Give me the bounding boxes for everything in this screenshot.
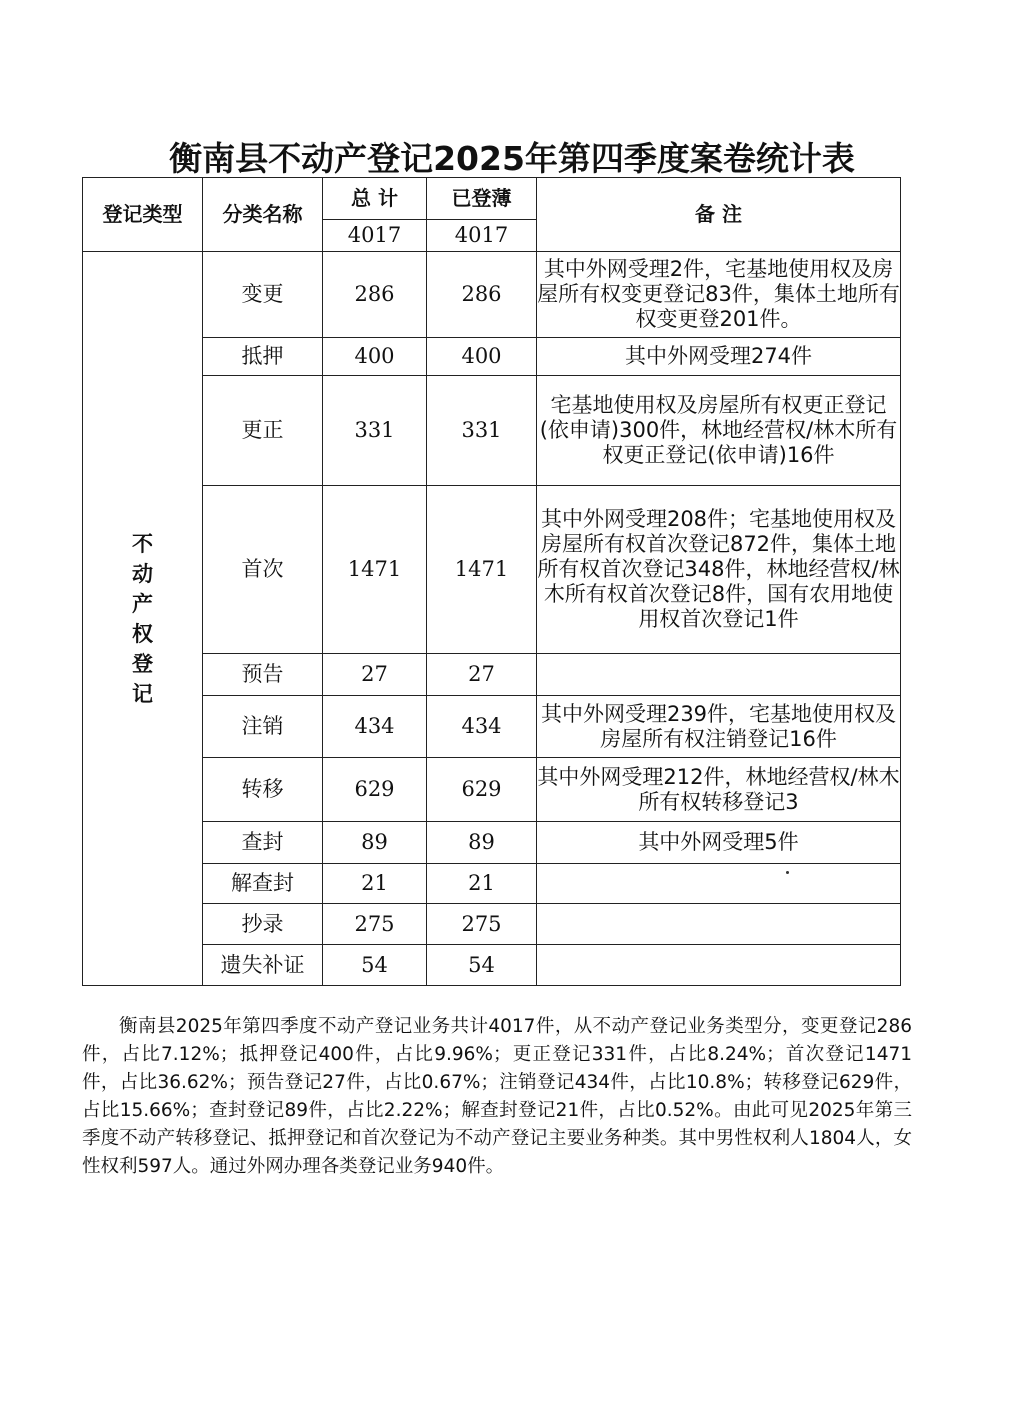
category-registered: 21 bbox=[427, 864, 537, 904]
registration-type-cell bbox=[83, 252, 203, 986]
category-name: 遗失补证 bbox=[203, 945, 323, 986]
header-registered: 已登薄 bbox=[427, 178, 537, 220]
statistics-table bbox=[82, 177, 901, 986]
category-note: 其中外网受理239件，宅基地使用权及房屋所有权注销登记16件 bbox=[537, 696, 901, 758]
category-note: 其中外网受理208件；宅基地使用权及房屋所有权首次登记872件，集体土地所有权首次登记348件，林地经营权/林木所有权首次登记8件，国有农用地使用权首次登记1件 bbox=[537, 486, 901, 654]
page-title: 衡南县不动产登记2025年第四季度案卷统计表 bbox=[169, 139, 855, 178]
header-registration-type: 登记类型 bbox=[83, 178, 203, 252]
category-note: 其中外网受理2件，宅基地使用权及房屋所有权变更登记83件，集体土地所有权变更登201件。 bbox=[537, 252, 901, 338]
category-total: 54 bbox=[323, 945, 427, 986]
category-registered: 27 bbox=[427, 654, 537, 696]
summary-paragraph: 衡南县2025年第四季度不动产登记业务共计4017件，从不动产登记业务类型分，变更登记286件，占比7.12%；抵押登记400件，占比9.96%；更正登记331件，占比8.24%；首次登记1471件，占比36.62%；预告登记27件，占比0.67%；注销登记434件，占比10.8%；转移登记629件，占比15.66%；查封登记89件，占比2.22%；解查封登记21件，占比0.52%。由此可见2025年第三季度不动产转移登记、抵押登记和首次登记为不动产登记主要业务种类。其中男性权利人1804人，女性权利597人。通过外网办理各类登记业务940件。 bbox=[82, 1016, 912, 1177]
category-name: 变更 bbox=[203, 252, 323, 338]
category-registered: 400 bbox=[427, 338, 537, 376]
category-name: 解查封 bbox=[203, 864, 323, 904]
category-registered: 286 bbox=[427, 252, 537, 338]
category-total: 89 bbox=[323, 822, 427, 864]
category-name: 首次 bbox=[203, 486, 323, 654]
registration-type-label: 不动产权登记 bbox=[132, 531, 153, 706]
category-note bbox=[537, 654, 901, 696]
category-total: 331 bbox=[323, 376, 427, 486]
category-name: 查封 bbox=[203, 822, 323, 864]
category-total: 629 bbox=[323, 758, 427, 822]
category-registered: 331 bbox=[427, 376, 537, 486]
category-name: 转移 bbox=[203, 758, 323, 822]
category-total: 434 bbox=[323, 696, 427, 758]
category-total: 400 bbox=[323, 338, 427, 376]
category-note bbox=[537, 904, 901, 945]
header-total: 总 计 bbox=[323, 178, 427, 220]
category-registered: 54 bbox=[427, 945, 537, 986]
scan-dot bbox=[786, 871, 789, 874]
header-category-name: 分类名称 bbox=[203, 178, 323, 252]
category-note bbox=[537, 864, 901, 904]
category-name: 预告 bbox=[203, 654, 323, 696]
category-total: 275 bbox=[323, 904, 427, 945]
category-note: 其中外网受理5件 bbox=[537, 822, 901, 864]
category-total: 1471 bbox=[323, 486, 427, 654]
category-registered: 1471 bbox=[427, 486, 537, 654]
category-registered: 434 bbox=[427, 696, 537, 758]
category-total: 27 bbox=[323, 654, 427, 696]
category-name: 注销 bbox=[203, 696, 323, 758]
category-registered: 89 bbox=[427, 822, 537, 864]
category-note: 其中外网受理274件 bbox=[537, 338, 901, 376]
total-sum: 4017 bbox=[323, 220, 427, 252]
category-name: 更正 bbox=[203, 376, 323, 486]
category-total: 286 bbox=[323, 252, 427, 338]
category-name: 抵押 bbox=[203, 338, 323, 376]
category-note bbox=[537, 945, 901, 986]
category-total: 21 bbox=[323, 864, 427, 904]
category-note: 其中外网受理212件，林地经营权/林木所有权转移登记3 bbox=[537, 758, 901, 822]
header-note: 备 注 bbox=[537, 178, 901, 252]
category-registered: 275 bbox=[427, 904, 537, 945]
registered-sum: 4017 bbox=[427, 220, 537, 252]
category-note: 宅基地使用权及房屋所有权更正登记(依申请)300件，林地经营权/林木所有权更正登记(依申请)16件 bbox=[537, 376, 901, 486]
category-name: 抄录 bbox=[203, 904, 323, 945]
category-registered: 629 bbox=[427, 758, 537, 822]
